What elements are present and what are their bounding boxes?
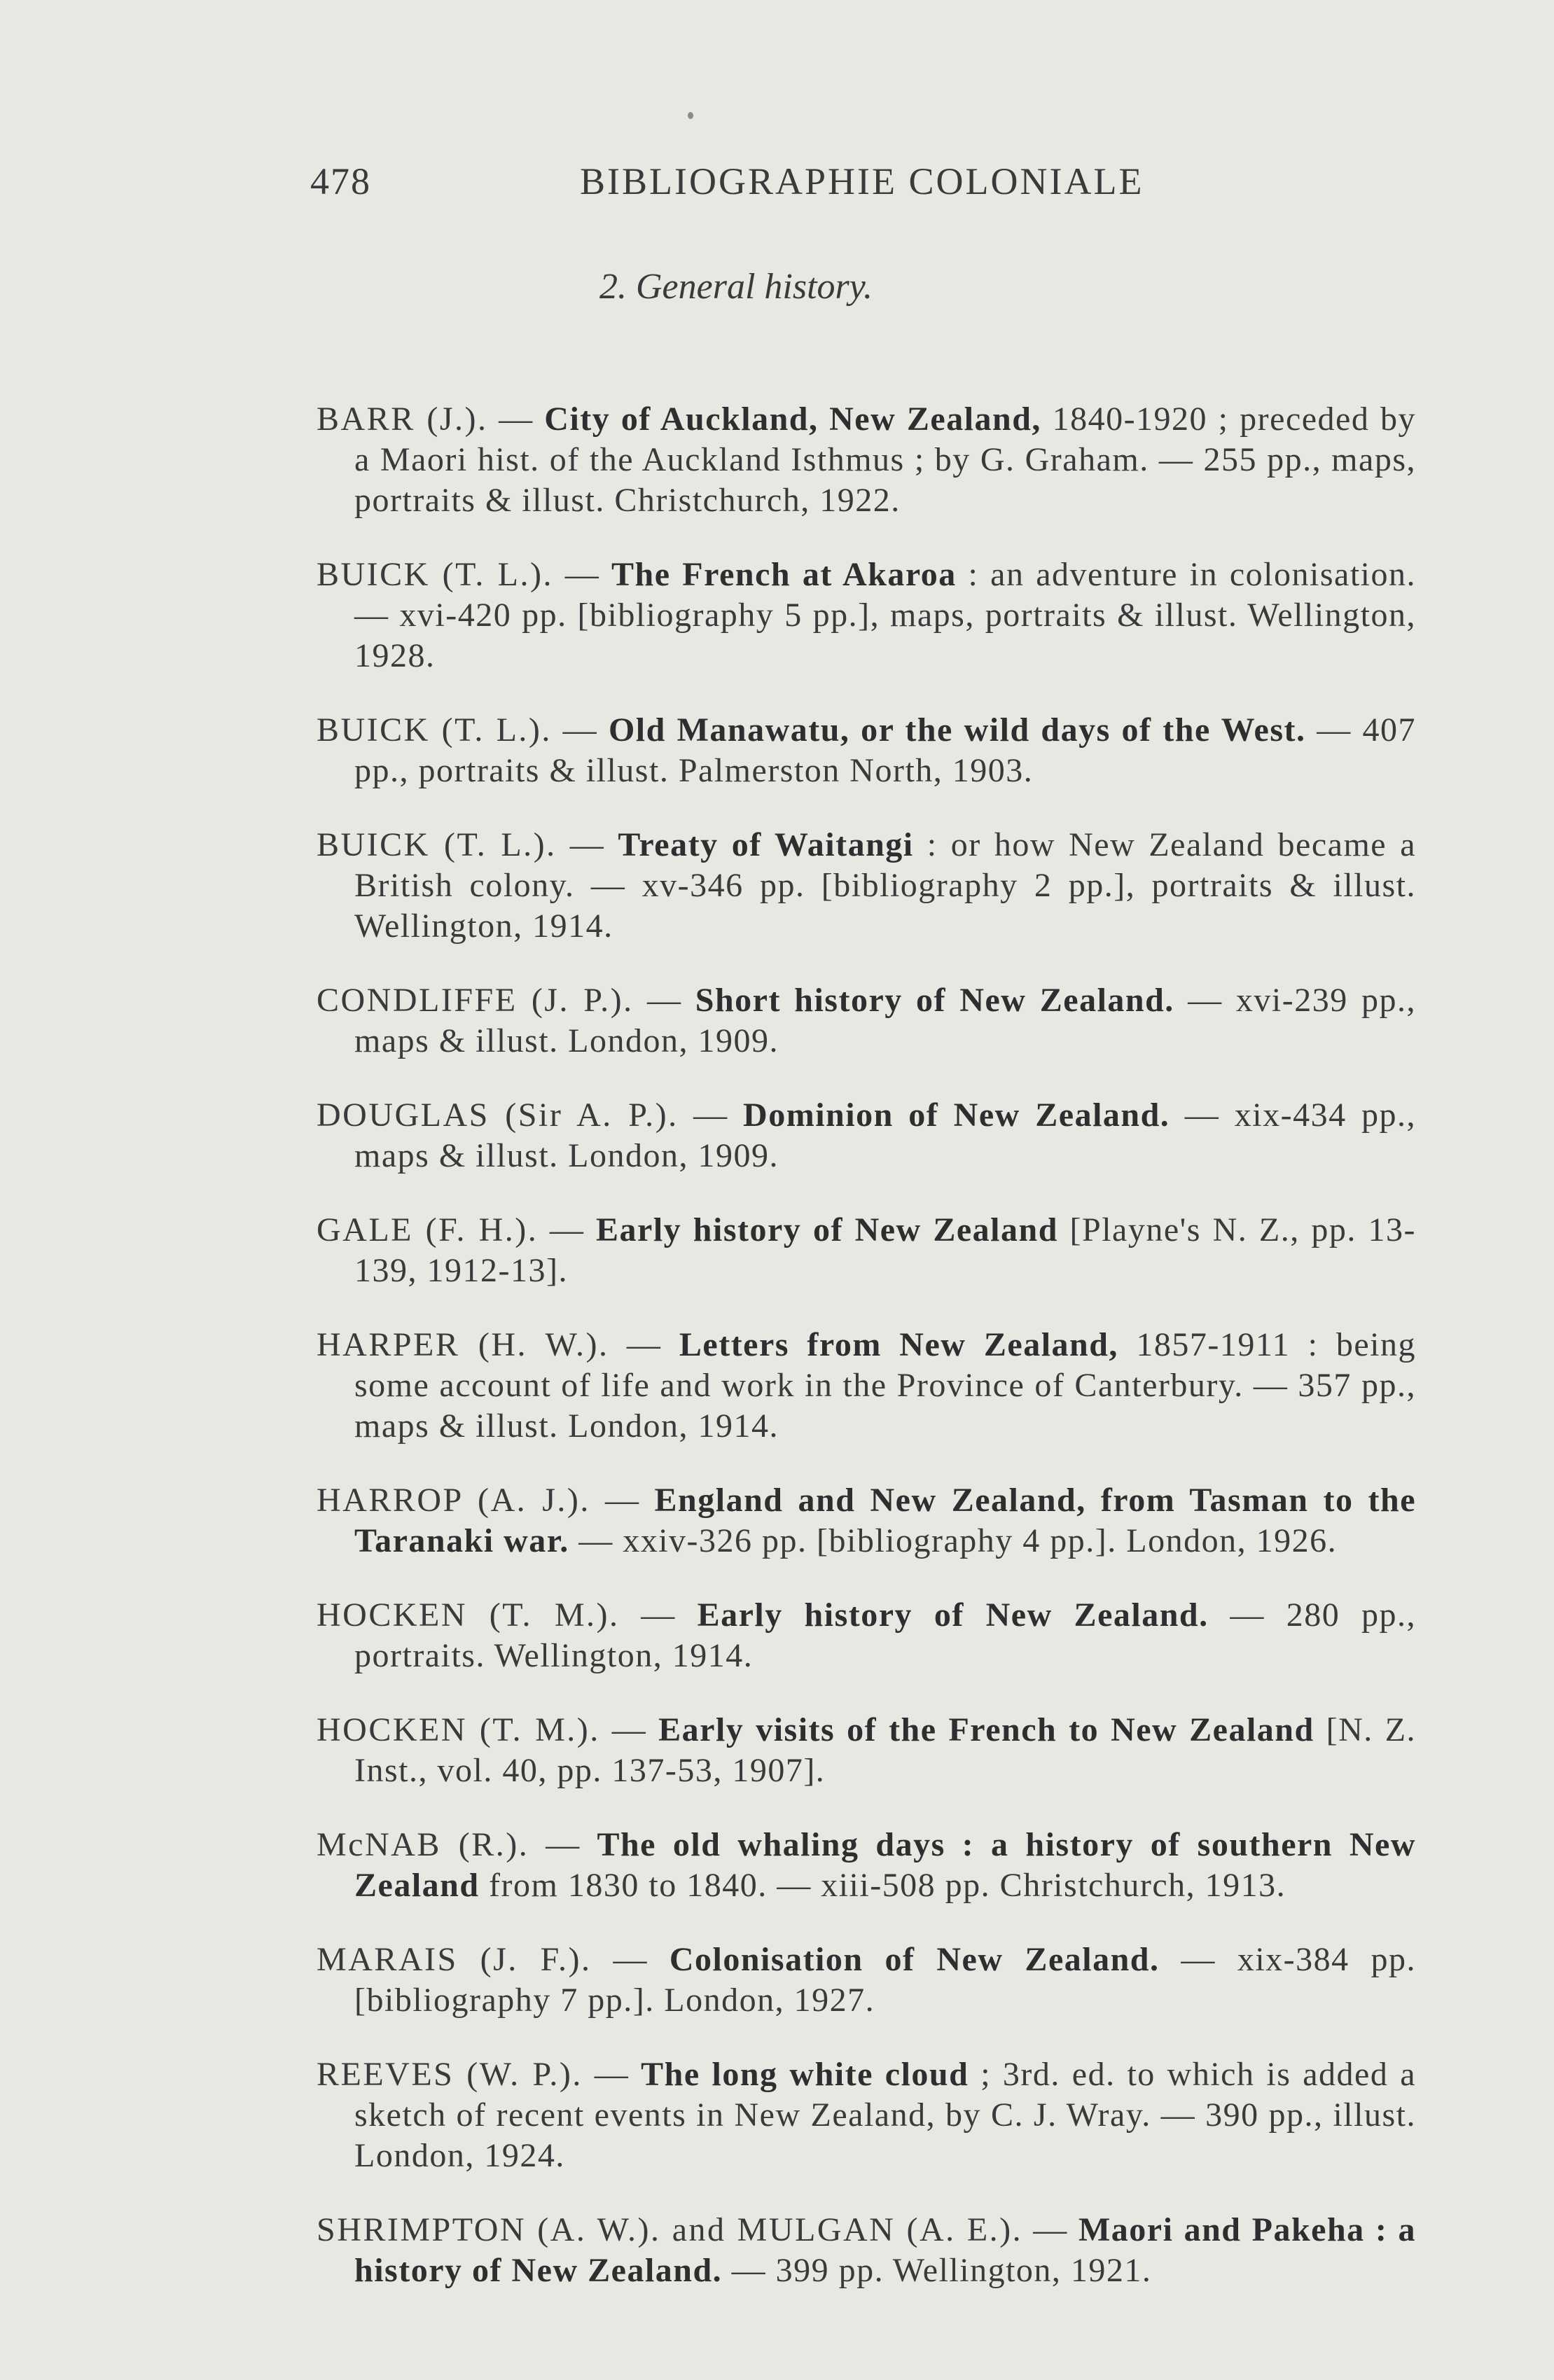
bibliography-entry: MARAIS (J. F.). — Colonisation of New Zealand. — xix-384 pp. [bibliography 7 pp.]. London, 1927. xyxy=(317,1941,1417,2019)
entry-details: — 280 pp., portraits. Wellington, 1914. xyxy=(354,1596,1416,1674)
bibliography-entry: BARR (J.). — City of Auckland, New Zealand, 1840-1920 ; preceded by a Maori hist. of the Auckland Isthmus ; by G. Graham. — 255 pp., maps, portraits & illust. Christchurch, 1922. xyxy=(317,401,1416,519)
bibliography-entry: SHRIMPTON (A. W.). and MULGAN (A. E.). — Maori and Pakeha : a history of New Zealand. — 399 pp. Wellington, 1921. xyxy=(317,2211,1416,2289)
entry-author: BUICK (T. L.). xyxy=(317,826,557,863)
entry-title: Early history of New Zealand. xyxy=(697,1596,1209,1634)
running-head xyxy=(310,160,1162,209)
entry-details: [Playne's N. Z., pp. 13-139, 1912-13]. xyxy=(354,1211,1417,1289)
entry-author: HARPER (H. W.). xyxy=(317,1326,609,1363)
entry-details: 1840-1920 ; preceded by a Maori hist. of the Auckland Isthmus ; by G. Graham. — 255 pp., maps, portraits & illust. Christchurch, 1922. xyxy=(354,401,1416,519)
bibliography-entry: BUICK (T. L.). — The French at Akaroa : an adventure in colonisation. — xvi-420 pp. [bibliography 5 pp.], maps, portraits & illust. Wellington, 1928. xyxy=(317,556,1417,674)
entry-title: Early visits of the French to New Zealand xyxy=(658,1711,1314,1748)
entry-title: The French at Akaroa xyxy=(611,556,957,593)
bibliography-entry: DOUGLAS (Sir A. P.). — Dominion of New Zealand. — xix-434 pp., maps & illust. London, 1909. xyxy=(317,1097,1417,1174)
entry-title: City of Auckland, New Zealand, xyxy=(544,401,1041,438)
bibliography-entry: HOCKEN (T. M.). — Early history of New Zealand. — 280 pp., portraits. Wellington, 1914. xyxy=(317,1596,1416,1674)
bibliography-entry: HOCKEN (T. M.). — Early visits of the French to New Zealand [N. Z. Inst., vol. 40, pp. 137-53, 1907]. xyxy=(317,1711,1417,1789)
bibliography-entry: McNAB (R.). — The old whaling days : a history of southern New Zealand from 1830 to 1840. — xiii-508 pp. Christchurch, 1913. xyxy=(317,1826,1417,1904)
bibliography-list xyxy=(317,366,1416,2302)
entry-author: DOUGLAS (Sir A. P.). xyxy=(317,1097,679,1134)
entry-details: : or how New Zealand became a British colony. — xv-346 pp. [bibliography 2 pp.], portraits & illust. Wellington, 1914. xyxy=(354,826,1417,945)
entry-details: from 1830 to 1840. — xiii-508 pp. Christchurch, 1913. xyxy=(489,1867,1286,1904)
entry-details: : an adventure in colonisation. — xvi-420 pp. [bibliography 5 pp.], maps, portraits & illust. Wellington, 1928. xyxy=(354,556,1417,674)
entry-details: — 407 pp., portraits & illust. Palmerston North, 1903. xyxy=(354,711,1417,789)
bibliography-entry: CONDLIFFE (J. P.). — Short history of New Zealand. — xvi-239 pp., maps & illust. London, 1909. xyxy=(317,982,1417,1059)
journal-title: BIBLIOGRAPHIE COLONIALE xyxy=(580,160,1144,202)
entry-details: — xxiv-326 pp. [bibliography 4 pp.]. London, 1926. xyxy=(578,1522,1338,1559)
bibliography-entry: REEVES (W. P.). — The long white cloud ; 3rd. ed. to which is added a sketch of recent events in New Zealand, by C. J. Wray. — 390 pp., illust. London, 1924. xyxy=(317,2056,1417,2174)
entry-author: CONDLIFFE (J. P.). xyxy=(317,982,634,1019)
entry-author: HARROP (A. J.). xyxy=(317,1482,590,1519)
entry-author: HOCKEN (T. M.). xyxy=(317,1596,620,1634)
entry-details: — xvi-239 pp., maps & illust. London, 1909. xyxy=(354,982,1417,1059)
entry-author: REEVES (W. P.). xyxy=(317,2056,583,2093)
entry-author: HOCKEN (T. M.). xyxy=(317,1711,600,1748)
ink-speck xyxy=(688,112,693,119)
entry-title: The long white cloud xyxy=(641,2056,969,2093)
entry-title: England and New Zealand, from Tasman to the Taranaki war. xyxy=(354,1482,1417,1559)
bibliography-entry: HARROP (A. J.). — England and New Zealand, from Tasman to the Taranaki war. — xxiv-326 pp. [bibliography 4 pp.]. London, 1926. xyxy=(317,1482,1417,1559)
entry-title: Short history of New Zealand. xyxy=(695,982,1174,1019)
page-number: 478 xyxy=(310,160,371,202)
entry-title: Treaty of Waitangi xyxy=(618,826,914,863)
entry-details: [N. Z. Inst., vol. 40, pp. 137-53, 1907]. xyxy=(354,1711,1417,1789)
bibliography-entry: HARPER (H. W.). — Letters from New Zealand, 1857-1911 : being some account of life and work in the Province of Canterbury. — 357 pp., maps & illust. London, 1914. xyxy=(317,1326,1417,1445)
entry-details: 1857-1911 : being some account of life and work in the Province of Canterbury. — 357 pp., maps & illust. London, 1914. xyxy=(354,1326,1417,1445)
entry-author: BUICK (T. L.). xyxy=(317,556,553,593)
entry-title: Early history of New Zealand xyxy=(596,1211,1058,1248)
entry-details: ; 3rd. ed. to which is added a sketch of recent events in New Zealand, by C. J. Wray. — 390 pp., illust. London, 1924. xyxy=(354,2056,1417,2174)
entry-title: The old whaling days : a history of southern New Zealand xyxy=(354,1826,1417,1904)
entry-title: Dominion of New Zealand. xyxy=(743,1097,1170,1134)
bibliography-entry: GALE (F. H.). — Early history of New Zealand [Playne's N. Z., pp. 13-139, 1912-13]. xyxy=(317,1211,1417,1289)
entry-author: MARAIS (J. F.). xyxy=(317,1941,592,1978)
entry-details: — xix-384 pp. [bibliography 7 pp.]. London, 1927. xyxy=(354,1941,1417,2019)
bibliography-entry: BUICK (T. L.). — Old Manawatu, or the wild days of the West. — 407 pp., portraits & illust. Palmerston North, 1903. xyxy=(317,711,1417,789)
entry-title: Old Manawatu, or the wild days of the West. xyxy=(608,711,1306,749)
bibliography-entry: BUICK (T. L.). — Treaty of Waitangi : or how New Zealand became a British colony. — xv-346 pp. [bibliography 2 pp.], portraits & illust. Wellington, 1914. xyxy=(317,826,1417,945)
entry-author: BUICK (T. L.). xyxy=(317,711,552,749)
entry-details: — xix-434 pp., maps & illust. London, 1909. xyxy=(354,1097,1417,1174)
entry-author: GALE (F. H.). xyxy=(317,1211,539,1248)
entry-title: Letters from New Zealand, xyxy=(679,1326,1118,1363)
entry-author: McNAB (R.). xyxy=(317,1826,529,1863)
section-heading: 2. General history. xyxy=(599,267,873,307)
entry-author: BARR (J.). xyxy=(317,401,488,438)
entry-title: Colonisation of New Zealand. xyxy=(669,1941,1160,1978)
entry-author: SHRIMPTON (A. W.). and MULGAN (A. E.). xyxy=(317,2211,1023,2248)
entry-title: Maori and Pakeha : a history of New Zealand. xyxy=(354,2211,1416,2289)
entry-details: — 399 pp. Wellington, 1921. xyxy=(731,2252,1152,2289)
